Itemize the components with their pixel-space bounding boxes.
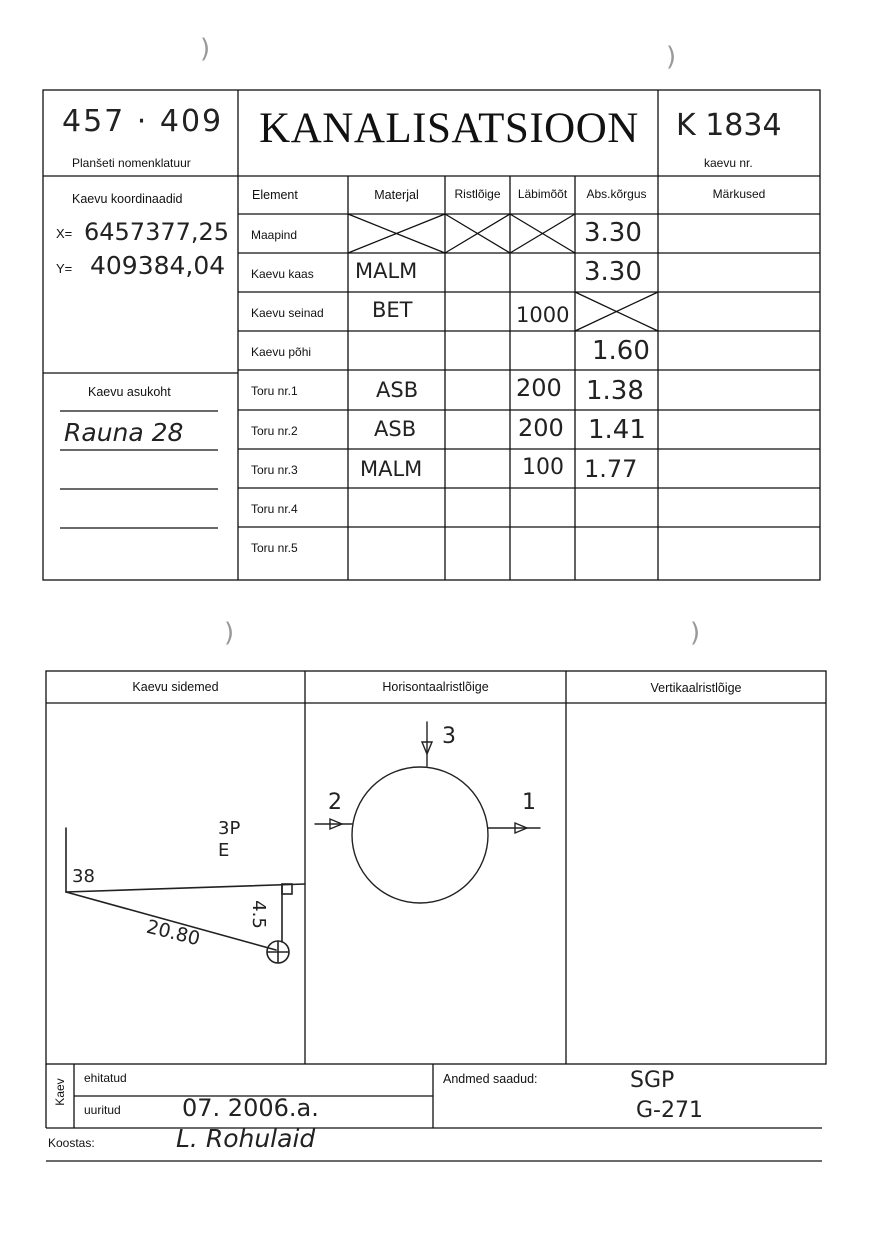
header-cross-section: Ristlõige: [454, 187, 501, 201]
row-material: MALM: [355, 259, 418, 283]
compiled-signature: L. Rohulaid: [176, 1124, 316, 1153]
coordinates-label: Kaevu koordinaadid: [72, 192, 183, 206]
header-element: Element: [252, 188, 298, 202]
row-element: Kaevu kaas: [251, 267, 314, 281]
y-prefix: Y=: [56, 261, 73, 276]
row-abs-height: 3.30: [584, 257, 642, 287]
row-diameter: 200: [518, 414, 564, 442]
location-value: Rauna 28: [64, 418, 184, 447]
row-diameter: 100: [522, 455, 564, 480]
lower-form-grid: [0, 660, 872, 1180]
punch-hole-mark: ): [666, 42, 677, 72]
sketch-distance-diagonal: 20.80: [144, 915, 203, 951]
surveyed-label: uuritud: [84, 1103, 121, 1117]
data-from-value: G-271: [636, 1098, 703, 1123]
row-abs-height: 1.60: [592, 336, 650, 366]
sketch-corner-label: 38: [72, 866, 95, 887]
row-abs-height: 1.41: [588, 415, 646, 445]
punch-hole-mark: ): [224, 618, 235, 648]
built-label: ehitatud: [84, 1071, 127, 1085]
row-diameter: 200: [516, 374, 562, 402]
horizontal-section-header: Horisontaalristlõige: [382, 680, 489, 694]
x-prefix: X=: [56, 226, 73, 241]
row-element: Kaevu seinad: [251, 306, 324, 320]
x-coordinate-value: 6457377,25: [84, 218, 230, 246]
header-diameter: Läbimõõt: [517, 187, 568, 201]
row-material: MALM: [360, 457, 423, 481]
sketch-direction-mark: 3P E: [218, 818, 241, 861]
punch-hole-mark: ): [200, 34, 211, 64]
y-coordinate-value: 409384,04: [90, 251, 226, 280]
vertical-section-header: Vertikaalristlõige: [650, 681, 742, 695]
row-diameter: 1000: [516, 303, 570, 327]
pipe-number-left: 2: [328, 790, 342, 815]
row-element: Toru nr.2: [251, 424, 298, 438]
row-abs-height: 3.30: [584, 218, 642, 248]
ties-header: Kaevu sidemed: [132, 680, 219, 694]
side-label: Kaev: [53, 1078, 67, 1106]
row-abs-height: 1.38: [586, 376, 644, 406]
header-abs-height: Abs.kõrgus: [586, 187, 647, 201]
header-material: Materjal: [374, 188, 419, 202]
nomenclature-label: Planšeti nomenklatuur: [72, 156, 191, 170]
surveyed-value: 07. 2006.a.: [182, 1094, 319, 1122]
row-element: Toru nr.5: [251, 541, 298, 555]
data-from-value: SGP: [630, 1068, 675, 1093]
row-element: Toru nr.4: [251, 502, 298, 516]
row-abs-height: 1.77: [584, 455, 638, 483]
row-element: Toru nr.3: [251, 463, 298, 477]
well-number: K 1834: [676, 108, 782, 143]
page-title: KANALISATSIOON: [259, 105, 639, 152]
data-from-label: Andmed saadud:: [443, 1072, 538, 1086]
row-element: Toru nr.1: [251, 384, 298, 398]
sketch-distance-vertical: 4.5: [247, 900, 269, 929]
pipe-number-right: 1: [522, 790, 536, 815]
nomenclature-value: 457 · 409: [62, 104, 224, 139]
well-number-label: kaevu nr.: [704, 156, 753, 170]
pipe-number-top: 3: [442, 724, 456, 749]
row-element: Maapind: [251, 228, 298, 242]
compiled-label: Koostas:: [48, 1136, 95, 1150]
upper-form-grid: [0, 0, 872, 600]
location-label: Kaevu asukoht: [88, 385, 171, 399]
row-material: ASB: [374, 417, 417, 441]
row-material: BET: [372, 298, 413, 322]
punch-hole-mark: ): [690, 618, 701, 648]
row-element: Kaevu põhi: [251, 345, 312, 359]
row-material: ASB: [376, 378, 419, 402]
header-notes: Märkused: [712, 187, 766, 201]
